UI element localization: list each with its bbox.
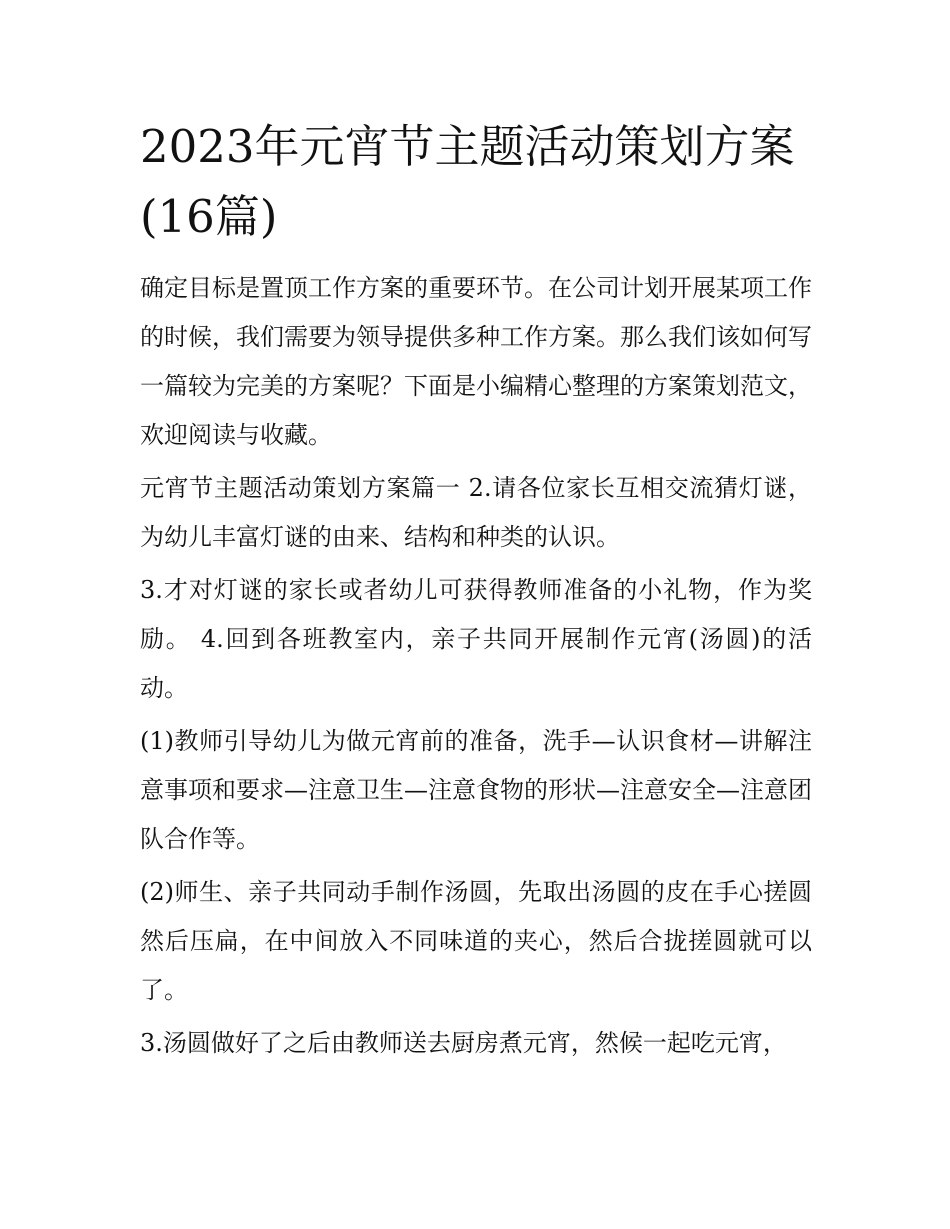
body-paragraph: 元宵节主题活动策划方案篇一 2.请各位家长互相交流猜灯谜，为幼儿丰富灯谜的由来、结构和种类的认识。 [140,474,812,551]
document-body [140,112,812,1072]
body-paragraph: 3.汤圆做好了之后由教师送去厨房煮元宵，然候一起吃元宵， [140,1029,787,1057]
document-title: 2023年元宵节主题活动策划方案(16篇) [140,120,795,243]
body-paragraph: 3.才对灯谜的家长或者幼儿可获得教师准备的小礼物，作为奖励。 4.回到各班教室内，亲子共同开展制作元宵(汤圆)的活动。 [140,576,812,702]
body-paragraph: (2)师生、亲子共同动手制作汤圆，先取出汤圆的皮在手心搓圆然后压扁，在中间放入不同味道的夹心，然后合拢搓圆就可以了。 [140,878,812,1004]
intro-paragraph: 确定目标是置顶工作方案的重要环节。在公司计划开展某项工作的时候，我们需要为领导提供多种工作方案。那么我们该如何写一篇较为完美的方案呢？下面是小编精心整理的方案策划范文，欢迎阅读与收藏。 [140,274,812,449]
body-paragraph: (1)教师引导幼儿为做元宵前的准备，洗手—认识食材—讲解注意事项和要求—注意卫生—注意食物的形状—注意安全—注意团队合作等。 [140,727,812,853]
